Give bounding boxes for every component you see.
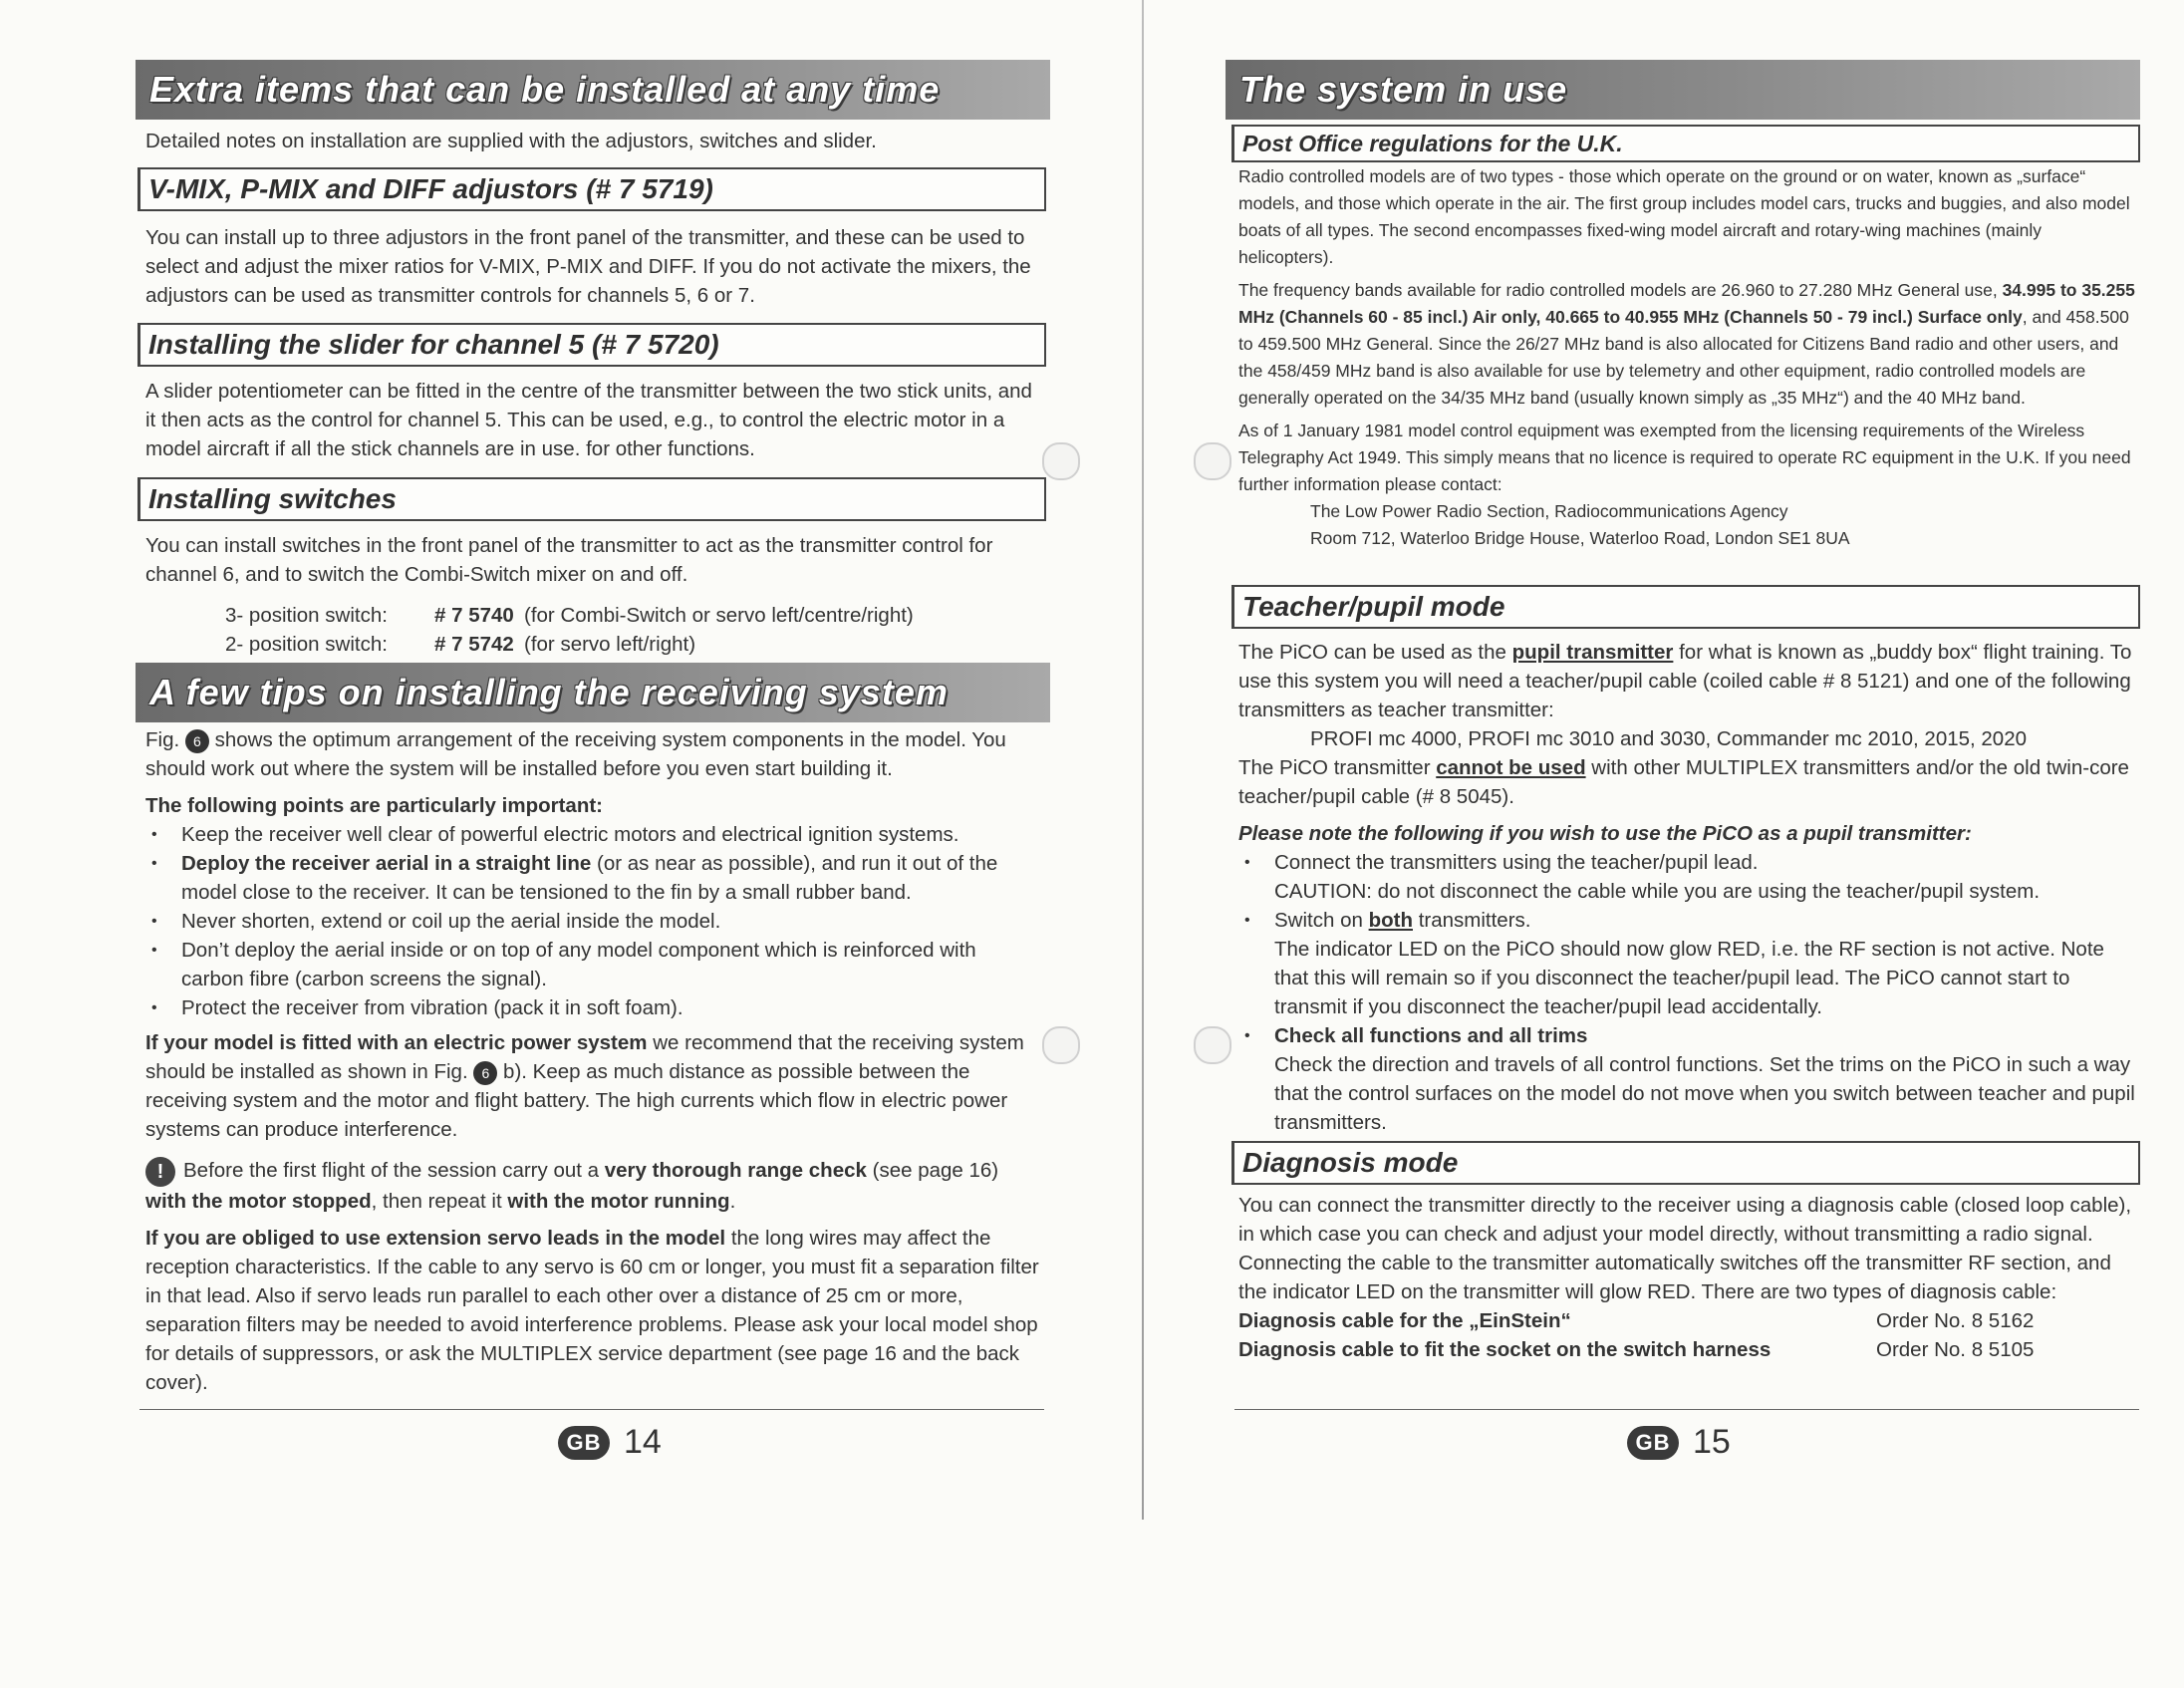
punch-hole-icon [1042, 1026, 1080, 1064]
footer-rule [1234, 1409, 2139, 1410]
diagnosis-body: You can connect the transmitter directly to the receiver using a diagnosis cable (closed loop cable), in which case you can check and adjust your model directly, without transmitting a radio signal. Connecting the cable to the transmitter automatically switches off the transmitter RF section, and the indicator LED on the transmitter will glow RED. There are two types of diagnosis cable: Diagnosis cable for the „EinStein“ Order No. 8 5162 Diagnosis cable to fit the socket on the switch harness Order No. 8 5105 [1238, 1191, 2135, 1364]
extension-leads-paragraph: If you are obliged to use extension servo leads in the model the long wires may affect the reception characteristics. If the cable to any servo is 60 cm or longer, you must fit a separation filter in that lead. Also if servo leads run parallel to each other over a distance of 25 cm or more, separation filters may be needed to avoid interference problems. Please ask your local model shop for details of suppressors, or ask the MULTIPLEX service department (see page 16 and the back cover). [145, 1226, 1039, 1394]
banner-extra-items: Extra items that can be installed at any time [136, 60, 1050, 120]
heading-switches: Installing switches [137, 477, 1046, 521]
diagnosis-cable-row: Diagnosis cable for the „EinStein“ Order No. 8 5162 [1238, 1309, 2035, 1332]
adjustors-text: You can install up to three adjustors in the front panel of the transmitter, and these can be used to select and adjust the mixer ratios for V-MIX, P-MIX and DIFF. If you do not activate the mixers, the adjustors can be used as transmitter controls for channels 5, 6 or 7. [145, 226, 1031, 307]
range-check-paragraph: ! Before the first flight of the session carry out a very thorough range check (see page 16) with the motor stopped, then repeat it with the motor running. [145, 1156, 1040, 1216]
list-item: • Deploy the receiver aerial in a straight line (or as near as possible), and run it out of the model close to the receiver. It can be tensioned to the fin by a small rubber band. [145, 849, 1040, 907]
punch-hole-icon [1194, 442, 1231, 480]
switch-row-3pos: 3- position switch: # 7 5740 (for Combi-Switch or servo left/centre/right) [225, 604, 914, 627]
slider-text: A slider potentiometer can be fitted in the centre of the transmitter between the two stick units, and it then acts as the control for channel 5. This can be used, e.g., to control the electric motor in a model aircraft if all the stick channels are in use. for other functions. [145, 380, 1032, 460]
heading-teacher-pupil: Teacher/pupil mode [1231, 585, 2140, 629]
heading-slider: Installing the slider for channel 5 (# 7 5720) [137, 323, 1046, 367]
punch-hole-icon [1194, 1026, 1231, 1064]
banner-system-in-use: The system in use [1226, 60, 2140, 120]
footer-rule [139, 1409, 1044, 1410]
banner-receiving-tips: A few tips on installing the receiving system [136, 663, 1050, 722]
list-item: • Keep the receiver well clear of powerful electric motors and electrical ignition systems. [145, 820, 1040, 849]
figure-number-icon: 6 [473, 1061, 497, 1085]
gb-badge-icon: GB [558, 1426, 610, 1460]
teacher-pupil-body: The PiCO can be used as the pupil transmitter for what is known as „buddy box“ flight training. To use this system you will need a teacher/pupil cable (coiled cable # 8 5121) and one of the following transmitters as teacher transmitter: PROFI mc 4000, PROFI mc 3010 and 3030, Commander mc 2010, 2015, 2020 The PiCO transmitter cannot be used with other MULTIPLEX transmitters and/or the old twin-core teacher/pupil cable (# 8 5045). Please note the following if you wish to use the PiCO as a pupil transmitter: • Connect the transmitters using the teacher/pupil lead. CAUTION: do not disconnect the cable while you are using the teacher/pupil system. • Switch on both transmitters. The indicator LED on the PiCO should now glow RED, i.e. the RF section is not active. Note that this will remain so if you disconnect the teacher/pupil lead. The PiCO cannot start to transmit if you disconnect the teacher/pupil lead accidentally. • Check all functions and all trims Check the direction and travels of all control functions. Set the trims on the PiCO in such a way that the control surfaces on the model do not move when you switch between teacher and pupil transmitters. [1238, 638, 2135, 1137]
fig-paragraph: Fig. 6 shows the optimum arrangement of the receiving system components in the model. You should work out where the system will be installed before you even start building it. [145, 728, 1006, 780]
switches-text: You can install switches in the front panel of the transmitter to act as the transmitter control for channel 6, and to switch the Combi-Switch mixer on and off. 3- position switch: # 7 5740 (for Combi-Switch or servo left/centre/right) 2- position switch: # 7 5742 (for servo left/right) [145, 531, 1040, 659]
warning-icon: ! [145, 1157, 175, 1187]
list-item: • Never shorten, extend or coil up the aerial inside the model. [145, 907, 1040, 936]
electric-paragraph: If your model is fitted with an electric power system we recommend that the receiving system should be installed as shown in Fig. 6 b). Keep as much distance as possible between the receiving system and the motor and flight battery. The high currents which flow in electric power systems can produce interference. [145, 1031, 1024, 1141]
list-item: • Switch on both transmitters. The indicator LED on the PiCO should now glow RED, i.e. the RF section is not active. Note that this will remain so if you disconnect the teacher/pupil lead. The PiCO cannot start to transmit if you disconnect the teacher/pupil lead accidentally. [1238, 906, 2135, 1021]
list-item: • Protect the receiver from vibration (pack it in soft foam). [145, 993, 1040, 1022]
list-item: • Connect the transmitters using the teacher/pupil lead. CAUTION: do not disconnect the cable while you are using the teacher/pupil system. [1238, 848, 2135, 906]
pupil-steps-list [1238, 848, 2135, 1137]
page-number: 14 [624, 1423, 662, 1461]
figure-number-icon: 6 [185, 729, 209, 753]
list-item: • Don’t deploy the aerial inside or on top of any model component which is reinforced with carbon fibre (carbon screens the signal). [145, 936, 1040, 993]
switch-row-2pos: 2- position switch: # 7 5742 (for servo left/right) [225, 633, 696, 656]
post-office-body: Radio controlled models are of two types - those which operate on the ground or on water, known as „surface“ models, and those which operate in the air. The first group includes model cars, trucks and buggies, and also model boats of all types. The second encompasses fixed-wing model aircraft and rotary-wing machines (mainly helicopters). The frequency bands available for radio controlled models are 26.960 to 27.280 MHz General use, 34.995 to 35.255 MHz (Channels 60 - 85 incl.) Air only, 40.665 to 40.955 MHz (Channels 50 - 79 incl.) Surface only, and 458.500 to 459.500 MHz General. Since the 26/27 MHz band is also allocated for Citizens Band radio and other users, and the 458/459 MHz band is also available for use by telemetry and other equipment, radio controlled models are generally operated on the 34/35 MHz band (usually known simply as „35 MHz“) and the 40 MHz band. As of 1 January 1981 model control equipment was exempted from the licensing requirements of the Wireless Telegraphy Act 1949. This simply means that no licence is required to operate RC equipment in the U.K. If you need further information please contact: The Low Power Radio Section, Radiocommunications Agency Room 712, Waterloo Bridge House, Waterloo Road, London SE1 8UA [1238, 166, 2135, 548]
page-number-left [558, 1423, 662, 1462]
tips-body: Fig. 6 shows the optimum arrangement of the receiving system components in the model. You should work out where the system will be installed before you even start building it. The following points are particularly important: • Keep the receiver well clear of powerful electric motors and electrical ignition systems. • Deploy the receiver aerial in a straight line (or as near as possible), and run it out of the model close to the receiver. It can be tensioned to the fin by a small rubber band. • Never shorten, extend or coil up the aerial inside the model. • Don’t deploy the aerial inside or on top of any model component which is reinforced with carbon fibre (carbon screens the signal). • Protect the receiver from vibration (pack it in soft foam). If your model is fitted with an electric power system we recommend that the receiving system should be installed as shown in Fig. 6 b). Keep as much distance as possible between the receiving system and the motor and flight battery. The high currents which flow in electric power systems can produce interference. ! Before the first flight of the session carry out a very thorough range check (see page 16) with the motor stopped, then repeat it with the motor running. If you are obliged to use extension servo leads in the model the long wires may affect the reception characteristics. If the cable to any servo is 60 cm or longer, you must fit a separation filter in that lead. Also if servo leads run parallel to each other over a distance of 25 cm or more, separation filters may be needed to avoid interference problems. Please ask your local model shop for details of suppressors, or ask the MULTIPLEX service department (see page 16 and the back cover). [145, 725, 1040, 1397]
page-number: 15 [1693, 1423, 1731, 1461]
right-page [1143, 0, 2184, 1688]
list-item: • Check all functions and all trims Check the direction and travels of all control functions. Set the trims on the PiCO in such a way that the control surfaces on the model do not move when you switch between teacher and pupil transmitters. [1238, 1021, 2135, 1137]
heading-adjustors: V-MIX, P-MIX and DIFF adjustors (# 7 5719) [137, 167, 1046, 211]
heading-diagnosis: Diagnosis mode [1231, 1141, 2140, 1185]
punch-hole-icon [1042, 442, 1080, 480]
diagnosis-cable-row: Diagnosis cable to fit the socket on the switch harness Order No. 8 5105 [1238, 1338, 2035, 1361]
tips-list [145, 820, 1040, 1022]
intro-text: Detailed notes on installation are supplied with the adjustors, switches and slider. [145, 130, 877, 152]
heading-post-office: Post Office regulations for the U.K. [1231, 125, 2140, 162]
page-number-right [1627, 1423, 1731, 1462]
gb-badge-icon: GB [1627, 1426, 1679, 1460]
